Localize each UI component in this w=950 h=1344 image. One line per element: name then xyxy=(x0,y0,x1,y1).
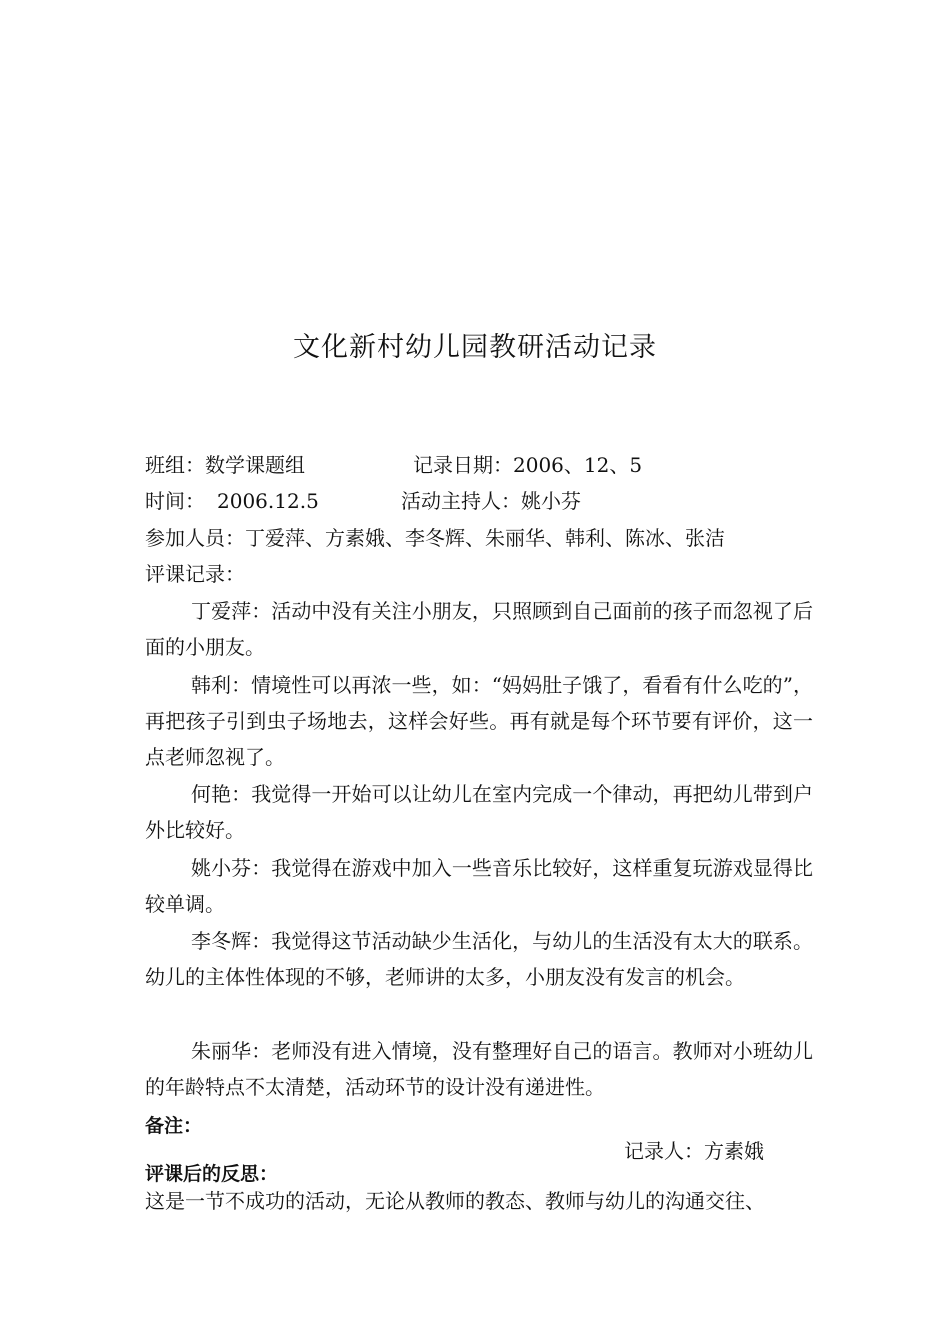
info-row-2 xyxy=(145,484,581,518)
page-title: 文化新村幼儿园教研活动记录 xyxy=(293,332,657,363)
comment-paragraph: 朱丽华：老师没有进入情境，没有整理好自己的语言。教师对小班幼儿的年龄特点不太清楚，活动环节的设计没有递进性。 xyxy=(145,1039,813,1099)
info-row-1 xyxy=(145,448,643,482)
comment-paragraph: 姚小芬：我觉得在游戏中加入一些音乐比较好，这样重复玩游戏显得比较单调。 xyxy=(145,856,813,916)
reflection-text: 这是一节不成功的活动，无论从教师的教态、教师与幼儿的沟通交往、 xyxy=(145,1189,765,1213)
participants: 参加人员：丁爱萍、方素娥、李冬辉、朱丽华、韩利、陈冰、张洁 xyxy=(145,526,725,550)
comment-paragraph: 丁爱萍：活动中没有关注小朋友，只照顾到自己面前的孩子而忽视了后面的小朋友。 xyxy=(145,599,813,659)
record-date: 记录日期：2006、12、5 xyxy=(413,453,643,477)
host-label: 活动主持人：姚小芬 xyxy=(401,489,581,513)
comment-paragraph: 韩利：情境性可以再浓一些，如：“妈妈肚子饿了，看看有什么吃的”，再把孩子引到虫子场地去，这样会好些。再有就是每个环节要有评价，这一点老师忽视了。 xyxy=(145,673,813,769)
review-heading: 评课记录： xyxy=(145,562,245,586)
group-label: 班组：数学课题组 xyxy=(145,453,305,477)
reflection-heading: 评课后的反思： xyxy=(145,1163,279,1185)
recorder: 记录人：方素娥 xyxy=(624,1139,764,1163)
comment-paragraph: 李冬辉：我觉得这节活动缺少生活化，与幼儿的生活没有太大的联系。幼儿的主体性体现的不够，老师讲的太多，小朋友没有发言的机会。 xyxy=(145,929,813,989)
comment-paragraph: 何艳：我觉得一开始可以让幼儿在室内完成一个律动，再把幼儿带到户外比较好。 xyxy=(145,782,813,842)
remarks-label: 备注： xyxy=(145,1115,203,1137)
time-label: 时间： xyxy=(145,489,205,513)
time-value: 2006.12.5 xyxy=(217,489,319,513)
